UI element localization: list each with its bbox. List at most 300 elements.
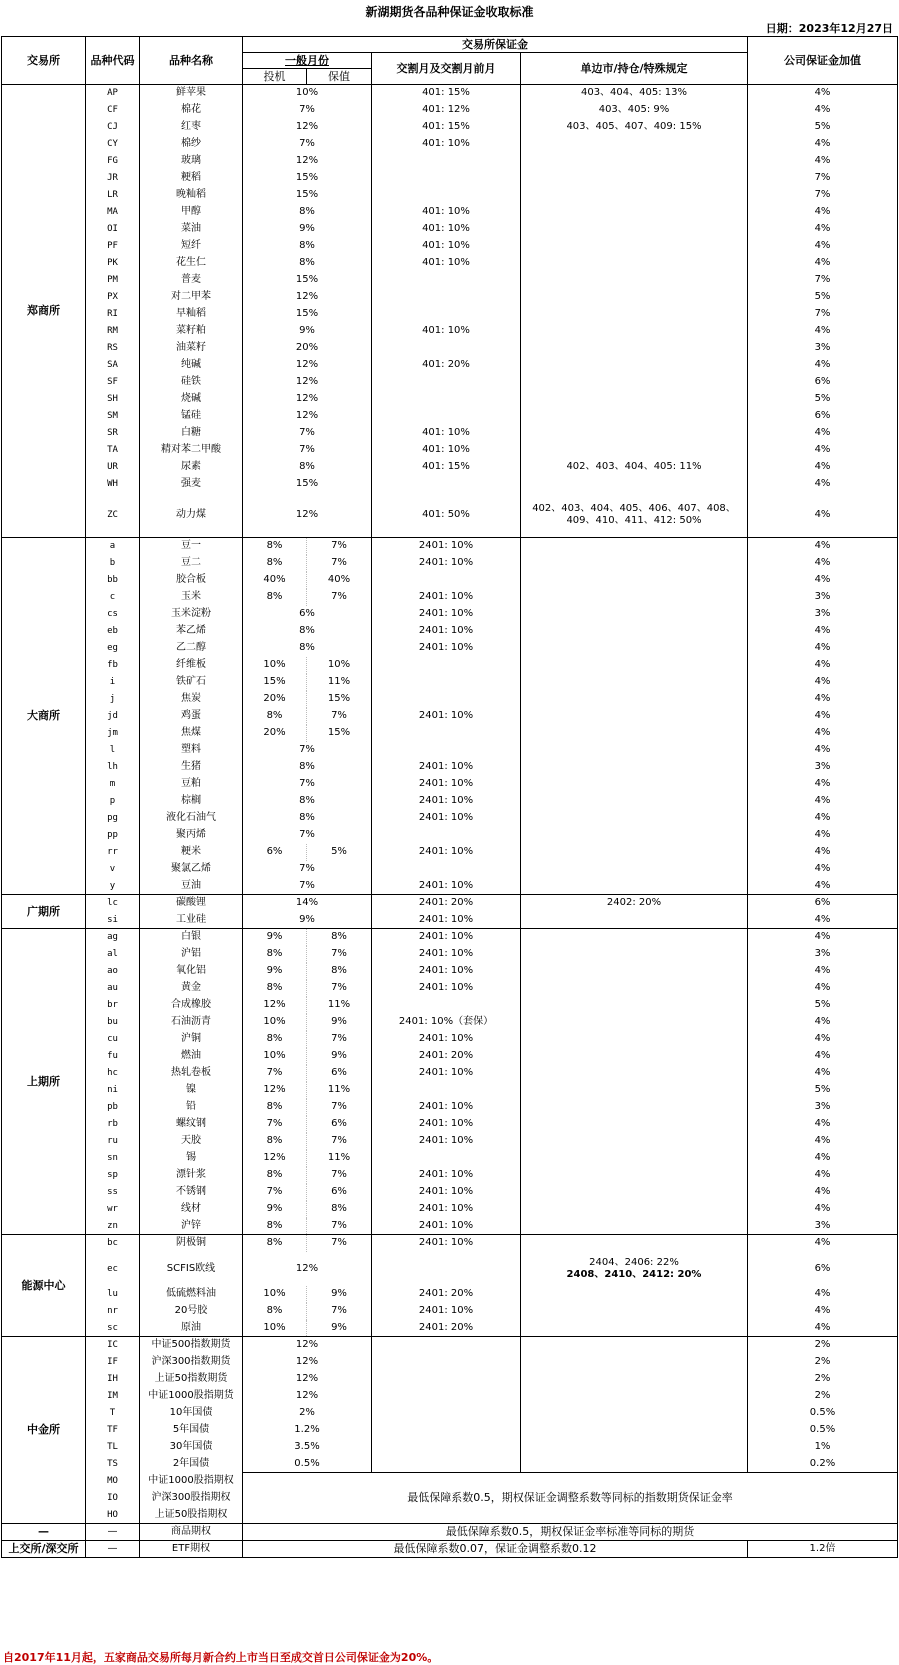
product-code: pb [86, 1099, 140, 1116]
spec-margin: 10% [243, 1286, 307, 1303]
product-code: SA [86, 357, 140, 374]
company-add: 4% [748, 572, 898, 589]
company-add: 6% [748, 1252, 898, 1286]
spec-margin: 15% [243, 674, 307, 691]
spec-margin: 12% [243, 1082, 307, 1099]
table-row [2, 725, 898, 742]
product-code: SM [86, 408, 140, 425]
company-add: 4% [748, 1235, 898, 1252]
special-rule [521, 306, 748, 323]
delivery-margin [372, 742, 521, 759]
product-code: lh [86, 759, 140, 776]
special-rule [521, 946, 748, 963]
product-name: 中证1000股指期货 [140, 1388, 243, 1405]
spec-margin: 8% [243, 946, 307, 963]
hedge-margin: 7% [307, 1133, 372, 1150]
product-name: 鲜苹果 [140, 85, 243, 102]
header-exchange: 交易所 [2, 37, 86, 85]
table-row [2, 844, 898, 861]
company-add: 4% [748, 255, 898, 272]
delivery-margin: 2401: 10% [372, 1235, 521, 1252]
delivery-margin: 2401: 10% [372, 623, 521, 640]
special-rule [521, 1405, 748, 1422]
special-rule [521, 538, 748, 555]
hedge-margin: 7% [307, 1303, 372, 1320]
product-name: 铅 [140, 1099, 243, 1116]
company-add: 4% [748, 1133, 898, 1150]
hedge-margin: 7% [307, 589, 372, 606]
product-code: ss [86, 1184, 140, 1201]
delivery-margin: 2401: 10% [372, 1218, 521, 1235]
table-row [2, 997, 898, 1014]
product-name: 红枣 [140, 119, 243, 136]
table-row [2, 1405, 898, 1422]
special-rule: 402、403、404、405: 11% [521, 459, 748, 476]
table-row [2, 1388, 898, 1405]
special-rule [521, 272, 748, 289]
exchange-cell: — [2, 1524, 86, 1541]
table-row [2, 272, 898, 289]
hedge-margin: 7% [307, 1235, 372, 1252]
table-row [2, 459, 898, 476]
table-row [2, 289, 898, 306]
delivery-margin [372, 572, 521, 589]
spec-margin: 9% [243, 929, 307, 946]
company-add: 4% [748, 742, 898, 759]
special-rule [521, 589, 748, 606]
product-code: MA [86, 204, 140, 221]
product-code: eg [86, 640, 140, 657]
company-add: 4% [748, 136, 898, 153]
company-add: 4% [748, 963, 898, 980]
table-row [2, 1133, 898, 1150]
product-name: 苯乙烯 [140, 623, 243, 640]
table-row [2, 861, 898, 878]
table-row [2, 895, 898, 912]
product-code: PM [86, 272, 140, 289]
company-add: 4% [748, 102, 898, 119]
product-code: MO [86, 1473, 140, 1490]
product-code: RM [86, 323, 140, 340]
company-add: 4% [748, 323, 898, 340]
general-margin: 6% [243, 606, 372, 623]
table-row [2, 980, 898, 997]
product-name: 菜油 [140, 221, 243, 238]
product-code: rb [86, 1116, 140, 1133]
product-name: 强麦 [140, 476, 243, 493]
delivery-margin: 2401: 10% [372, 1167, 521, 1184]
hedge-margin: 10% [307, 657, 372, 674]
special-rule [521, 221, 748, 238]
spec-margin: 20% [243, 691, 307, 708]
company-add: 3% [748, 606, 898, 623]
hedge-margin: 7% [307, 538, 372, 555]
table-row [2, 1303, 898, 1320]
special-rule [521, 997, 748, 1014]
product-name: 豆二 [140, 555, 243, 572]
general-margin: 12% [243, 153, 372, 170]
special-rule [521, 861, 748, 878]
general-margin: 12% [243, 493, 372, 538]
product-name: 合成橡胶 [140, 997, 243, 1014]
product-name: 动力煤 [140, 493, 243, 538]
table-row [2, 1218, 898, 1235]
product-name: 纯碱 [140, 357, 243, 374]
company-add: 4% [748, 980, 898, 997]
company-add: 4% [748, 221, 898, 238]
special-rule [521, 810, 748, 827]
general-margin: 0.5% [243, 1456, 372, 1473]
delivery-margin: 2401: 10% [372, 844, 521, 861]
general-margin: 12% [243, 391, 372, 408]
delivery-margin: 401: 10% [372, 204, 521, 221]
general-margin: 15% [243, 170, 372, 187]
table-row [2, 442, 898, 459]
product-code: IO [86, 1490, 140, 1507]
product-name: 棕榈 [140, 793, 243, 810]
exchange-cell: 上交所/深交所 [2, 1541, 86, 1558]
special-rule-line: 2408、2410、2412: 20% [566, 1268, 702, 1280]
product-code: ao [86, 963, 140, 980]
product-code: br [86, 997, 140, 1014]
special-rule [521, 1354, 748, 1371]
special-rule [521, 204, 748, 221]
delivery-margin [372, 1388, 521, 1405]
special-rule [521, 759, 748, 776]
product-code: hc [86, 1065, 140, 1082]
table-row [2, 1031, 898, 1048]
general-margin: 15% [243, 306, 372, 323]
table-row [2, 255, 898, 272]
table-row [2, 1167, 898, 1184]
hedge-margin: 15% [307, 725, 372, 742]
table-row [2, 572, 898, 589]
special-rule [521, 255, 748, 272]
table-row [2, 657, 898, 674]
general-margin: 15% [243, 187, 372, 204]
hedge-margin: 8% [307, 963, 372, 980]
delivery-margin: 2401: 10%（套保） [372, 1014, 521, 1031]
hedge-margin: 9% [307, 1014, 372, 1031]
delivery-margin: 2401: 10% [372, 946, 521, 963]
table-row [2, 187, 898, 204]
general-margin: 9% [243, 323, 372, 340]
company-add: 4% [748, 357, 898, 374]
delivery-margin: 2401: 10% [372, 555, 521, 572]
hedge-margin: 9% [307, 1286, 372, 1303]
product-code: lc [86, 895, 140, 912]
table-row [2, 742, 898, 759]
special-rule [521, 1167, 748, 1184]
product-code: c [86, 589, 140, 606]
delivery-margin [372, 289, 521, 306]
hedge-margin: 11% [307, 997, 372, 1014]
product-code: ec [86, 1252, 140, 1286]
table-row [2, 1184, 898, 1201]
delivery-margin: 2401: 10% [372, 980, 521, 997]
delivery-margin [372, 476, 521, 493]
general-margin: 12% [243, 289, 372, 306]
table-row [2, 1473, 898, 1490]
company-add: 7% [748, 187, 898, 204]
table-row [2, 827, 898, 844]
special-rule [521, 374, 748, 391]
product-name: 晚籼稻 [140, 187, 243, 204]
general-margin: 8% [243, 623, 372, 640]
product-name: 漂针浆 [140, 1167, 243, 1184]
delivery-margin: 401: 15% [372, 459, 521, 476]
company-add: 4% [748, 861, 898, 878]
delivery-margin [372, 306, 521, 323]
table-row [2, 606, 898, 623]
table-row [2, 1524, 898, 1541]
table-row [2, 674, 898, 691]
product-code: i [86, 674, 140, 691]
product-code: UR [86, 459, 140, 476]
spec-margin: 8% [243, 1133, 307, 1150]
special-rule [521, 408, 748, 425]
exchange-cell: 能源中心 [2, 1235, 86, 1337]
table-row [2, 640, 898, 657]
product-name: 硅铁 [140, 374, 243, 391]
delivery-margin: 401: 12% [372, 102, 521, 119]
product-code: m [86, 776, 140, 793]
special-rule [521, 1150, 748, 1167]
product-code: jd [86, 708, 140, 725]
product-name: 粳稻 [140, 170, 243, 187]
delivery-margin: 2401: 20% [372, 1048, 521, 1065]
special-rule [521, 1082, 748, 1099]
delivery-margin: 401: 10% [372, 425, 521, 442]
product-code: CJ [86, 119, 140, 136]
delivery-margin: 401: 10% [372, 136, 521, 153]
delivery-margin [372, 153, 521, 170]
special-rule [521, 912, 748, 929]
product-name: 菜籽粕 [140, 323, 243, 340]
product-name: 不锈钢 [140, 1184, 243, 1201]
special-rule [521, 1116, 748, 1133]
company-add: 4% [748, 1150, 898, 1167]
product-name: 玻璃 [140, 153, 243, 170]
special-rule [521, 238, 748, 255]
company-add: 0.2% [748, 1456, 898, 1473]
company-add: 4% [748, 810, 898, 827]
general-margin: 20% [243, 340, 372, 357]
options-rule: 最低保障系数0.07，保证金调整系数0.12 [243, 1541, 748, 1558]
product-code: pg [86, 810, 140, 827]
exchange-cell: 上期所 [2, 929, 86, 1235]
spec-margin: 8% [243, 555, 307, 572]
table-row [2, 912, 898, 929]
header-delivery: 交割月及交割月前月 [372, 53, 521, 85]
delivery-margin [372, 691, 521, 708]
table-row [2, 1099, 898, 1116]
general-margin: 12% [243, 374, 372, 391]
product-code: ZC [86, 493, 140, 538]
spec-margin: 10% [243, 1014, 307, 1031]
table-row [2, 1048, 898, 1065]
general-margin: 8% [243, 810, 372, 827]
delivery-margin: 2401: 10% [372, 810, 521, 827]
product-name: 聚丙烯 [140, 827, 243, 844]
product-name: 石油沥青 [140, 1014, 243, 1031]
company-add: 3% [748, 589, 898, 606]
table-row [2, 476, 898, 493]
special-rule [521, 827, 748, 844]
table-row [2, 119, 898, 136]
company-add: 4% [748, 538, 898, 555]
delivery-margin: 2401: 10% [372, 776, 521, 793]
general-margin: 12% [243, 119, 372, 136]
company-add: 6% [748, 895, 898, 912]
spec-margin: 7% [243, 1065, 307, 1082]
special-rule [521, 1388, 748, 1405]
product-name: 中证500指数期货 [140, 1337, 243, 1354]
table-row [2, 793, 898, 810]
general-margin: 8% [243, 238, 372, 255]
general-margin: 12% [243, 1354, 372, 1371]
delivery-margin [372, 997, 521, 1014]
hedge-margin: 40% [307, 572, 372, 589]
special-rule [521, 1286, 748, 1303]
spec-margin: 8% [243, 1167, 307, 1184]
hedge-margin: 7% [307, 946, 372, 963]
company-add: 4% [748, 459, 898, 476]
product-code: CY [86, 136, 140, 153]
general-margin: 3.5% [243, 1439, 372, 1456]
hedge-margin: 7% [307, 980, 372, 997]
product-name: 10年国债 [140, 1405, 243, 1422]
delivery-margin [372, 340, 521, 357]
product-code: SH [86, 391, 140, 408]
general-margin: 7% [243, 878, 372, 895]
table-row [2, 1439, 898, 1456]
product-name: 螺纹钢 [140, 1116, 243, 1133]
company-add: 3% [748, 946, 898, 963]
special-rule [521, 391, 748, 408]
special-rule [521, 657, 748, 674]
product-code: SF [86, 374, 140, 391]
product-code: bb [86, 572, 140, 589]
table-row [2, 538, 898, 555]
delivery-margin [372, 1405, 521, 1422]
table-row [2, 1354, 898, 1371]
delivery-margin: 2401: 10% [372, 1201, 521, 1218]
delivery-margin: 401: 50% [372, 493, 521, 538]
product-name: 早籼稻 [140, 306, 243, 323]
company-add: 4% [748, 1167, 898, 1184]
product-name: 上证50股指期权 [140, 1507, 243, 1524]
product-name: 豆粕 [140, 776, 243, 793]
general-margin: 7% [243, 102, 372, 119]
table-row [2, 946, 898, 963]
product-code: fb [86, 657, 140, 674]
company-add: 4% [748, 1201, 898, 1218]
spec-margin: 8% [243, 589, 307, 606]
product-code: RS [86, 340, 140, 357]
general-margin: 12% [243, 1337, 372, 1354]
delivery-margin: 2401: 10% [372, 640, 521, 657]
company-add: 5% [748, 119, 898, 136]
table-row [2, 555, 898, 572]
delivery-margin: 401: 15% [372, 119, 521, 136]
product-code: b [86, 555, 140, 572]
spec-margin: 8% [243, 1218, 307, 1235]
table-row [2, 1082, 898, 1099]
delivery-margin [372, 725, 521, 742]
special-rule [521, 323, 748, 340]
spec-margin: 12% [243, 997, 307, 1014]
product-name: 线材 [140, 1201, 243, 1218]
special-rule [521, 878, 748, 895]
product-name: 精对苯二甲酸 [140, 442, 243, 459]
product-code: AP [86, 85, 140, 102]
header-name: 品种名称 [140, 37, 243, 85]
table-row [2, 589, 898, 606]
special-rule [521, 725, 748, 742]
special-rule [521, 425, 748, 442]
company-add: 4% [748, 929, 898, 946]
company-add: 4% [748, 657, 898, 674]
table-row [2, 1422, 898, 1439]
table-row [2, 153, 898, 170]
company-add: 2% [748, 1388, 898, 1405]
product-code: nr [86, 1303, 140, 1320]
spec-margin: 7% [243, 1184, 307, 1201]
delivery-margin [372, 187, 521, 204]
company-add: 1.2倍 [748, 1541, 898, 1558]
table-row [2, 204, 898, 221]
options-rule: 最低保障系数0.5，期权保证金调整系数等同标的指数期货保证金率 [243, 1473, 898, 1524]
company-add: 3% [748, 1218, 898, 1235]
product-name: 2年国债 [140, 1456, 243, 1473]
product-code: sc [86, 1320, 140, 1337]
product-name: 铁矿石 [140, 674, 243, 691]
delivery-margin: 2401: 10% [372, 589, 521, 606]
delivery-margin: 2401: 10% [372, 1303, 521, 1320]
delivery-margin: 2401: 10% [372, 1184, 521, 1201]
header-spec: 投机 [243, 69, 307, 85]
company-add: 4% [748, 1286, 898, 1303]
hedge-margin: 7% [307, 708, 372, 725]
product-code: sn [86, 1150, 140, 1167]
table-body [2, 85, 898, 1558]
product-name: 花生仁 [140, 255, 243, 272]
spec-margin: 8% [243, 1099, 307, 1116]
delivery-margin [372, 1252, 521, 1286]
product-code: ni [86, 1082, 140, 1099]
table-row [2, 493, 898, 538]
company-add: 2% [748, 1337, 898, 1354]
spec-margin: 9% [243, 1201, 307, 1218]
exchange-cell: 郑商所 [2, 85, 86, 538]
table-row [2, 1116, 898, 1133]
delivery-margin: 2401: 10% [372, 1133, 521, 1150]
company-add: 4% [748, 1031, 898, 1048]
general-margin: 8% [243, 204, 372, 221]
company-add: 1% [748, 1439, 898, 1456]
product-name: 鸡蛋 [140, 708, 243, 725]
delivery-margin [372, 391, 521, 408]
delivery-margin [372, 861, 521, 878]
general-margin: 8% [243, 459, 372, 476]
table-row [2, 708, 898, 725]
table-row [2, 1320, 898, 1337]
table-row [2, 85, 898, 102]
special-rule [521, 1371, 748, 1388]
special-rule [521, 1014, 748, 1031]
special-rule [521, 691, 748, 708]
